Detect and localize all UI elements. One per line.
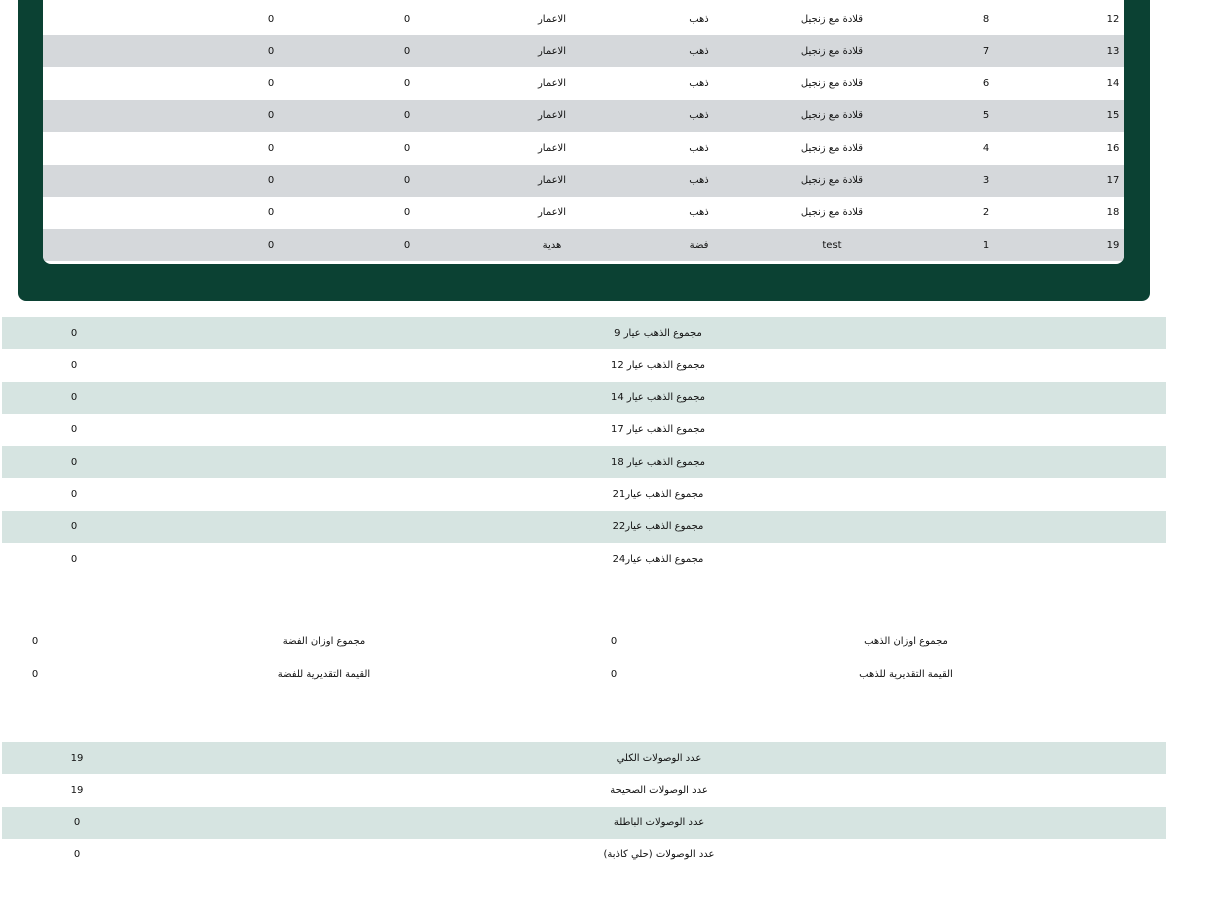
- gold-total-label: مجموع الذهب عيار 14: [610, 392, 706, 404]
- gold-weight-value: 0: [610, 635, 618, 647]
- gold-total-value: 0: [70, 553, 78, 565]
- cell-item-name: قلادة مع زنجيل: [800, 13, 864, 25]
- cell-sequence: 8: [982, 13, 990, 25]
- receipt-count-value: 19: [70, 784, 84, 796]
- gold-total-label: مجموع الذهب عيار 12: [610, 359, 706, 371]
- cell-sequence: 3: [982, 175, 990, 186]
- gold-total-label: مجموع الذهب عيار21: [612, 489, 704, 500]
- table-row[interactable]: [43, 100, 1124, 132]
- cell-weight: 0: [403, 175, 411, 186]
- cell-sequence: 7: [982, 45, 990, 57]
- cell-receipt-id: 18: [1106, 207, 1120, 219]
- gold-total-row: [2, 382, 1166, 414]
- gold-total-row: [2, 317, 1166, 349]
- gold-total-value: 0: [70, 392, 78, 404]
- cell-weight: 0: [403, 207, 411, 219]
- silver-estimate-value: 0: [31, 668, 39, 680]
- cell-weight: 0: [403, 239, 411, 251]
- cell-value: 0: [267, 110, 275, 122]
- cell-weight: 0: [403, 13, 411, 25]
- cell-type: الاعمار: [537, 207, 567, 219]
- receipt-count-label: عدد الوصولات الباطلة: [613, 817, 705, 829]
- receipt-count-value: 0: [73, 817, 81, 829]
- receipt-count-row: [2, 839, 1166, 871]
- cell-weight: 0: [403, 142, 411, 154]
- table-row[interactable]: [43, 197, 1124, 229]
- cell-value: 0: [267, 142, 275, 154]
- cell-sequence: 6: [982, 78, 990, 90]
- cell-metal: ذهب: [689, 13, 709, 25]
- gold-total-row: [2, 349, 1166, 381]
- cell-type: الاعمار: [537, 175, 567, 186]
- cell-receipt-id: 19: [1106, 239, 1120, 251]
- cell-type: هدية: [542, 239, 562, 251]
- cell-receipt-id: 15: [1106, 110, 1120, 122]
- gold-estimate-value: 0: [610, 668, 618, 680]
- cell-sequence: 4: [982, 142, 990, 154]
- receipt-count-value: 0: [73, 849, 81, 861]
- cell-value: 0: [267, 239, 275, 251]
- silver-weight-value: 0: [31, 635, 39, 647]
- cell-weight: 0: [403, 78, 411, 90]
- receipt-count-row: [2, 774, 1166, 806]
- gold-weight-label: مجموع اوزان الذهب: [864, 635, 948, 647]
- gold-total-value: 0: [70, 424, 78, 436]
- cell-metal: ذهب: [689, 110, 709, 122]
- gold-total-value: 0: [70, 456, 78, 468]
- gold-total-row: [2, 414, 1166, 446]
- cell-value: 0: [267, 175, 275, 186]
- cell-type: الاعمار: [537, 78, 567, 90]
- cell-metal: ذهب: [689, 175, 709, 186]
- gold-total-label: مجموع الذهب عيار 9: [614, 327, 702, 339]
- cell-value: 0: [267, 13, 275, 25]
- cell-item-name: قلادة مع زنجيل: [800, 175, 864, 186]
- cell-item-name: قلادة مع زنجيل: [800, 45, 864, 57]
- cell-weight: 0: [403, 110, 411, 122]
- cell-metal: ذهب: [689, 142, 709, 154]
- silver-estimate-label: القيمة التقديرية للفضة: [277, 668, 371, 680]
- receipt-count-label: عدد الوصولات الكلي: [616, 752, 702, 764]
- table-row[interactable]: [43, 35, 1124, 67]
- cell-value: 0: [267, 207, 275, 219]
- gold-total-label: مجموع الذهب عيار24: [612, 553, 704, 565]
- table-row[interactable]: [43, 68, 1124, 100]
- cell-type: الاعمار: [537, 110, 567, 122]
- gold-total-row: [2, 446, 1166, 478]
- cell-metal: ذهب: [689, 45, 709, 57]
- cell-type: الاعمار: [537, 142, 567, 154]
- gold-total-value: 0: [70, 489, 78, 500]
- cell-item-name: قلادة مع زنجيل: [800, 207, 864, 219]
- records-panel: [18, 0, 1150, 301]
- cell-value: 0: [267, 78, 275, 90]
- gold-total-value: 0: [70, 521, 78, 533]
- receipt-count-label: عدد الوصولات (حلي كاذبة): [603, 849, 715, 861]
- gold-total-label: مجموع الذهب عيار 17: [610, 424, 706, 436]
- cell-metal: فضة: [689, 239, 709, 251]
- gold-estimate-label: القيمة التقديرية للذهب: [859, 668, 953, 680]
- table-row[interactable]: [43, 132, 1124, 164]
- cell-receipt-id: 13: [1106, 45, 1120, 57]
- gold-total-label: مجموع الذهب عيار 18: [610, 456, 706, 468]
- cell-receipt-id: 16: [1106, 142, 1120, 154]
- cell-metal: ذهب: [689, 78, 709, 90]
- table-row[interactable]: [43, 3, 1124, 35]
- cell-weight: 0: [403, 45, 411, 57]
- receipt-count-value: 19: [70, 752, 84, 764]
- table-row[interactable]: [43, 165, 1124, 197]
- gold-total-row: [2, 479, 1166, 511]
- silver-weight-label: مجموع اوزان الفضة: [282, 635, 366, 647]
- table-row[interactable]: [43, 229, 1124, 261]
- gold-total-value: 0: [70, 327, 78, 339]
- cell-receipt-id: 14: [1106, 78, 1120, 90]
- receipt-count-row: [2, 742, 1166, 774]
- cell-metal: ذهب: [689, 207, 709, 219]
- cell-sequence: 2: [982, 207, 990, 219]
- cell-receipt-id: 12: [1106, 13, 1120, 25]
- cell-sequence: 5: [982, 110, 990, 122]
- cell-item-name: قلادة مع زنجيل: [800, 78, 864, 90]
- cell-item-name: قلادة مع زنجيل: [800, 110, 864, 122]
- cell-type: الاعمار: [537, 13, 567, 25]
- gold-total-label: مجموع الذهب عيار22: [612, 521, 704, 533]
- cell-item-name: قلادة مع زنجيل: [800, 142, 864, 154]
- receipt-count-label: عدد الوصولات الصحيحة: [610, 784, 708, 796]
- cell-item-name: test: [822, 239, 842, 251]
- records-table: [43, 0, 1124, 264]
- gold-total-row: [2, 511, 1166, 543]
- receipt-count-row: [2, 807, 1166, 839]
- gold-total-value: 0: [70, 359, 78, 371]
- cell-receipt-id: 17: [1106, 175, 1120, 186]
- cell-value: 0: [267, 45, 275, 57]
- cell-sequence: 1: [982, 239, 990, 251]
- cell-type: الاعمار: [537, 45, 567, 57]
- gold-total-row: [2, 543, 1166, 575]
